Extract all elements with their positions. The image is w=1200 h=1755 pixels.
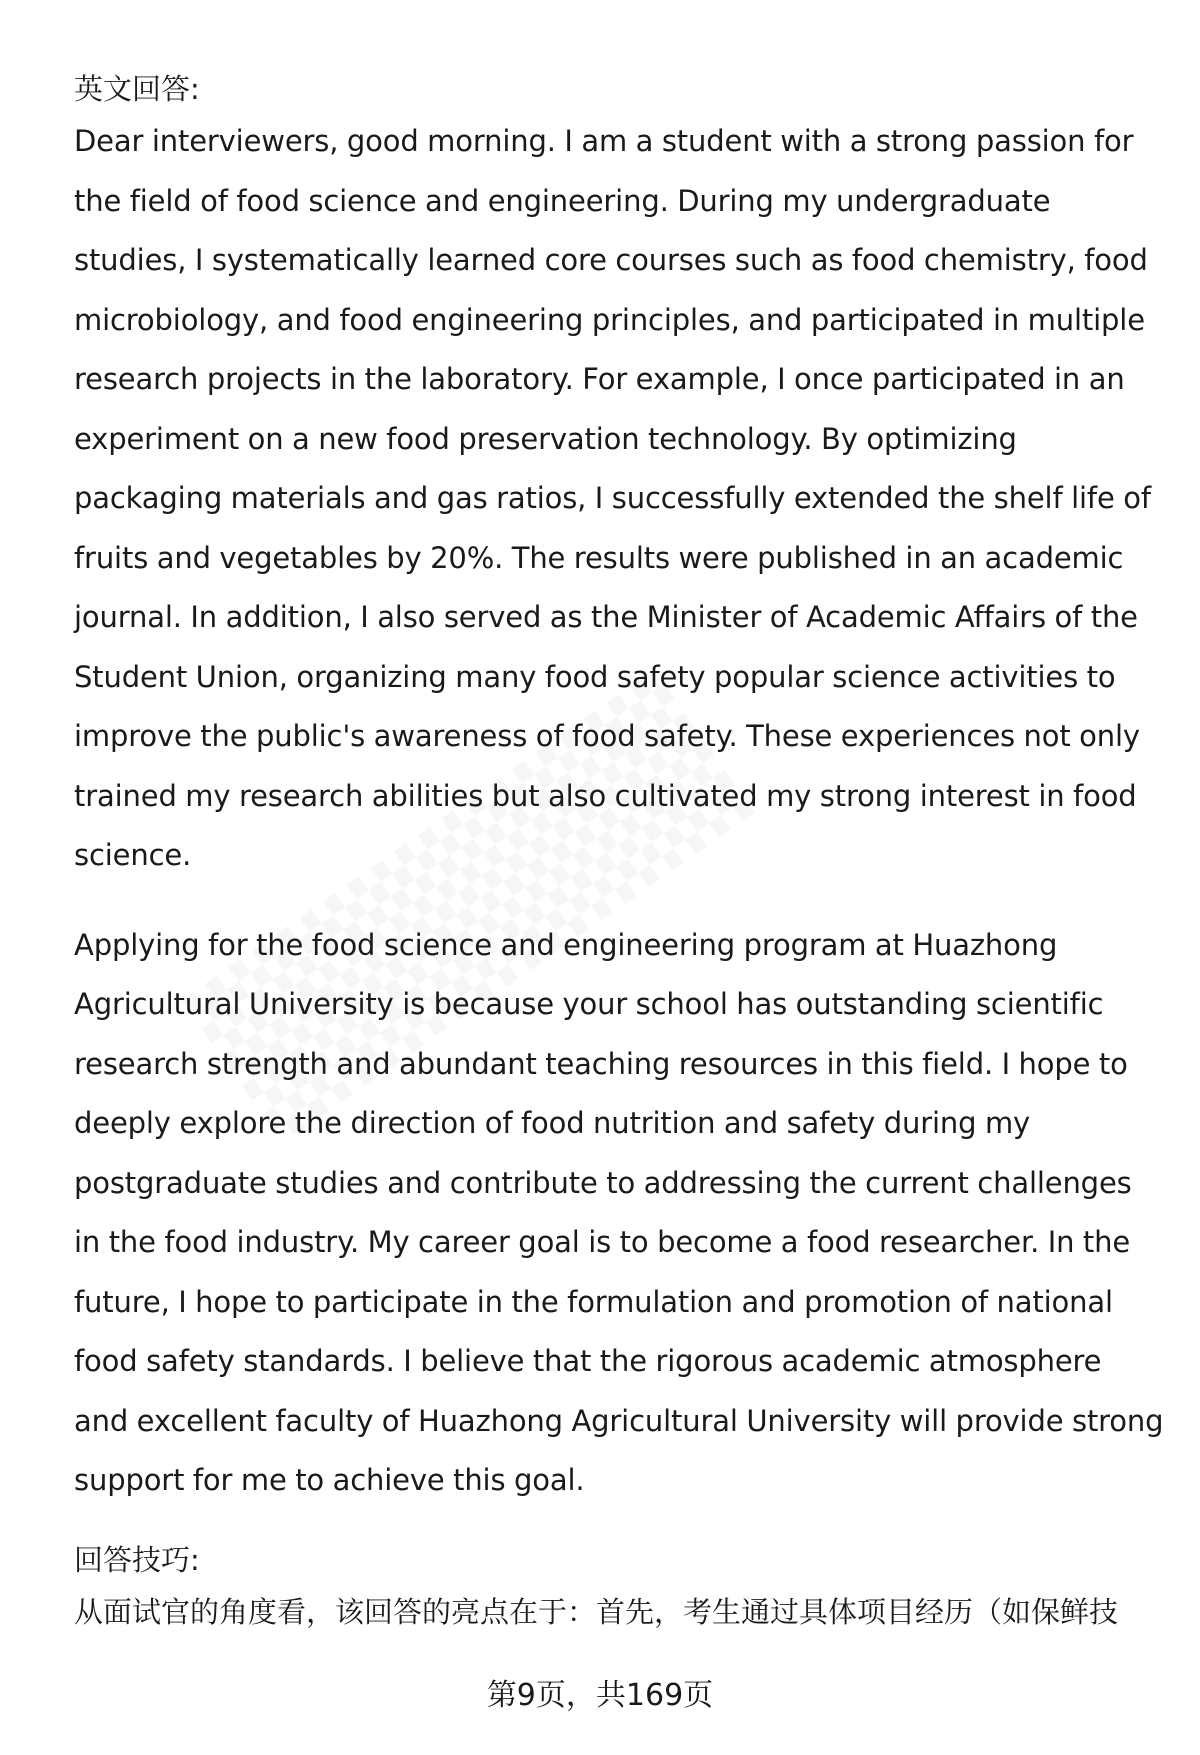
document-content — [74, 66, 1164, 1642]
answer-tips-heading: 回答技巧: — [74, 1542, 200, 1577]
english-answer-heading: 英文回答: — [74, 72, 200, 106]
answer-paragraph-1: Dear interviewers, good morning. I am a student with a strong passion for the field of food science and engineering. During my undergraduate studies, I systematically learned core courses such as food chemistry, food microbiology, and food engineering principles, and participated in multiple research projects in the laboratory. For example, I once participated in an experiment on a new food preservation technology. By optimizing packaging materials and gas ratios, I successfully extended the shelf life of fruits and vegetables by 20%. The results were published in an academic journal. In addition, I also served as the Minister of Academic Affairs of the Student Union, organizing many food safety popular science activities to improve the public's awareness of food safety. These experiences not only trained my research abilities but also cultivated my strong interest in food science. — [74, 124, 1151, 872]
answer-tips-text: 从面试官的角度看，该回答的亮点在于：首先，考生通过具体项目经历（如保鲜技 — [74, 1594, 1119, 1629]
page-number-footer: 第9页，共169页 — [486, 1678, 714, 1713]
answer-paragraph-2: Applying for the food science and engineering program at Huazhong Agricultural University is because your school has outstanding scientific research strength and abundant teaching resources in this field. I hope to deeply explore the direction of food nutrition and safety during my postgraduate studies and contribute to addressing the current challenges in the food industry. My career goal is to become a food researcher. In the future, I hope to participate in the formulation and promotion of national food safety standards. I believe that the rigorous academic atmosphere and excellent faculty of Huazhong Agricultural University will provide strong support for me to achieve this goal. — [74, 927, 1164, 1497]
